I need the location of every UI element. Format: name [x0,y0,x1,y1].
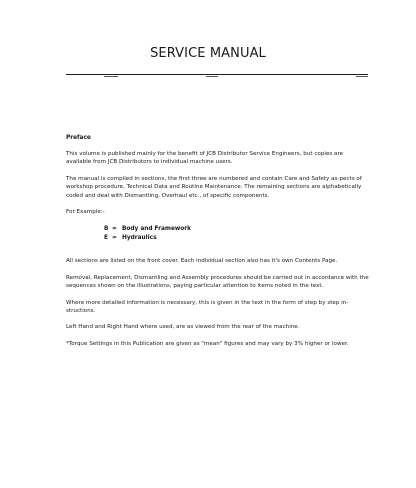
paragraph: All sections are listed on the front cover. Each individual section also has it's own Contents Page. [66,258,338,264]
paragraph: The manual is compiled in sections, the first three are numbered and contain Care and Safety as-pects of workshop procedure, Technical Data and Routine Maintenance. The remaining sections are alphabetically coded and deal with Dismantling, Overhaul etc., of specific components. [66,176,362,199]
paragraph: *Torque Settings in this Publication are given as "mean" figures and may vary by 3% higher or lower. [66,341,349,347]
list-item [104,225,191,234]
list-item [104,234,191,243]
example-equals: = [112,226,117,232]
page-title: SERVICE MANUAL [150,46,266,61]
paragraph: This volume is published mainly for the benefit of JCB Distributor Service Engineers, but copies are available from JCB Distributors to individual machine users. [66,151,344,166]
paragraph: Where more detailed information is necessary, this is given in the text in the form of step by step in-structions. [66,300,349,315]
rule-tick [356,76,368,77]
section-heading: Preface [66,135,91,141]
rule-tick [206,76,218,77]
paragraph: Left Hand and Right Hand where used, are as viewed from the rear of the machine. [66,324,300,330]
title-rule [66,74,368,75]
paragraph: Removal, Replacement, Dismantling and Assembly procedures should be carried out in accordance with the sequences shown on the illustrations, paying particular attention to items noted in the text. [66,275,369,290]
paragraph: For Example:- [66,209,105,215]
example-name: Hydraulics [122,234,157,241]
rule-tick [104,76,118,77]
example-code: B [104,226,109,232]
example-code: E [104,234,108,241]
example-list [104,225,191,242]
example-name: Body and Framework [122,226,191,232]
example-equals: = [112,234,117,241]
